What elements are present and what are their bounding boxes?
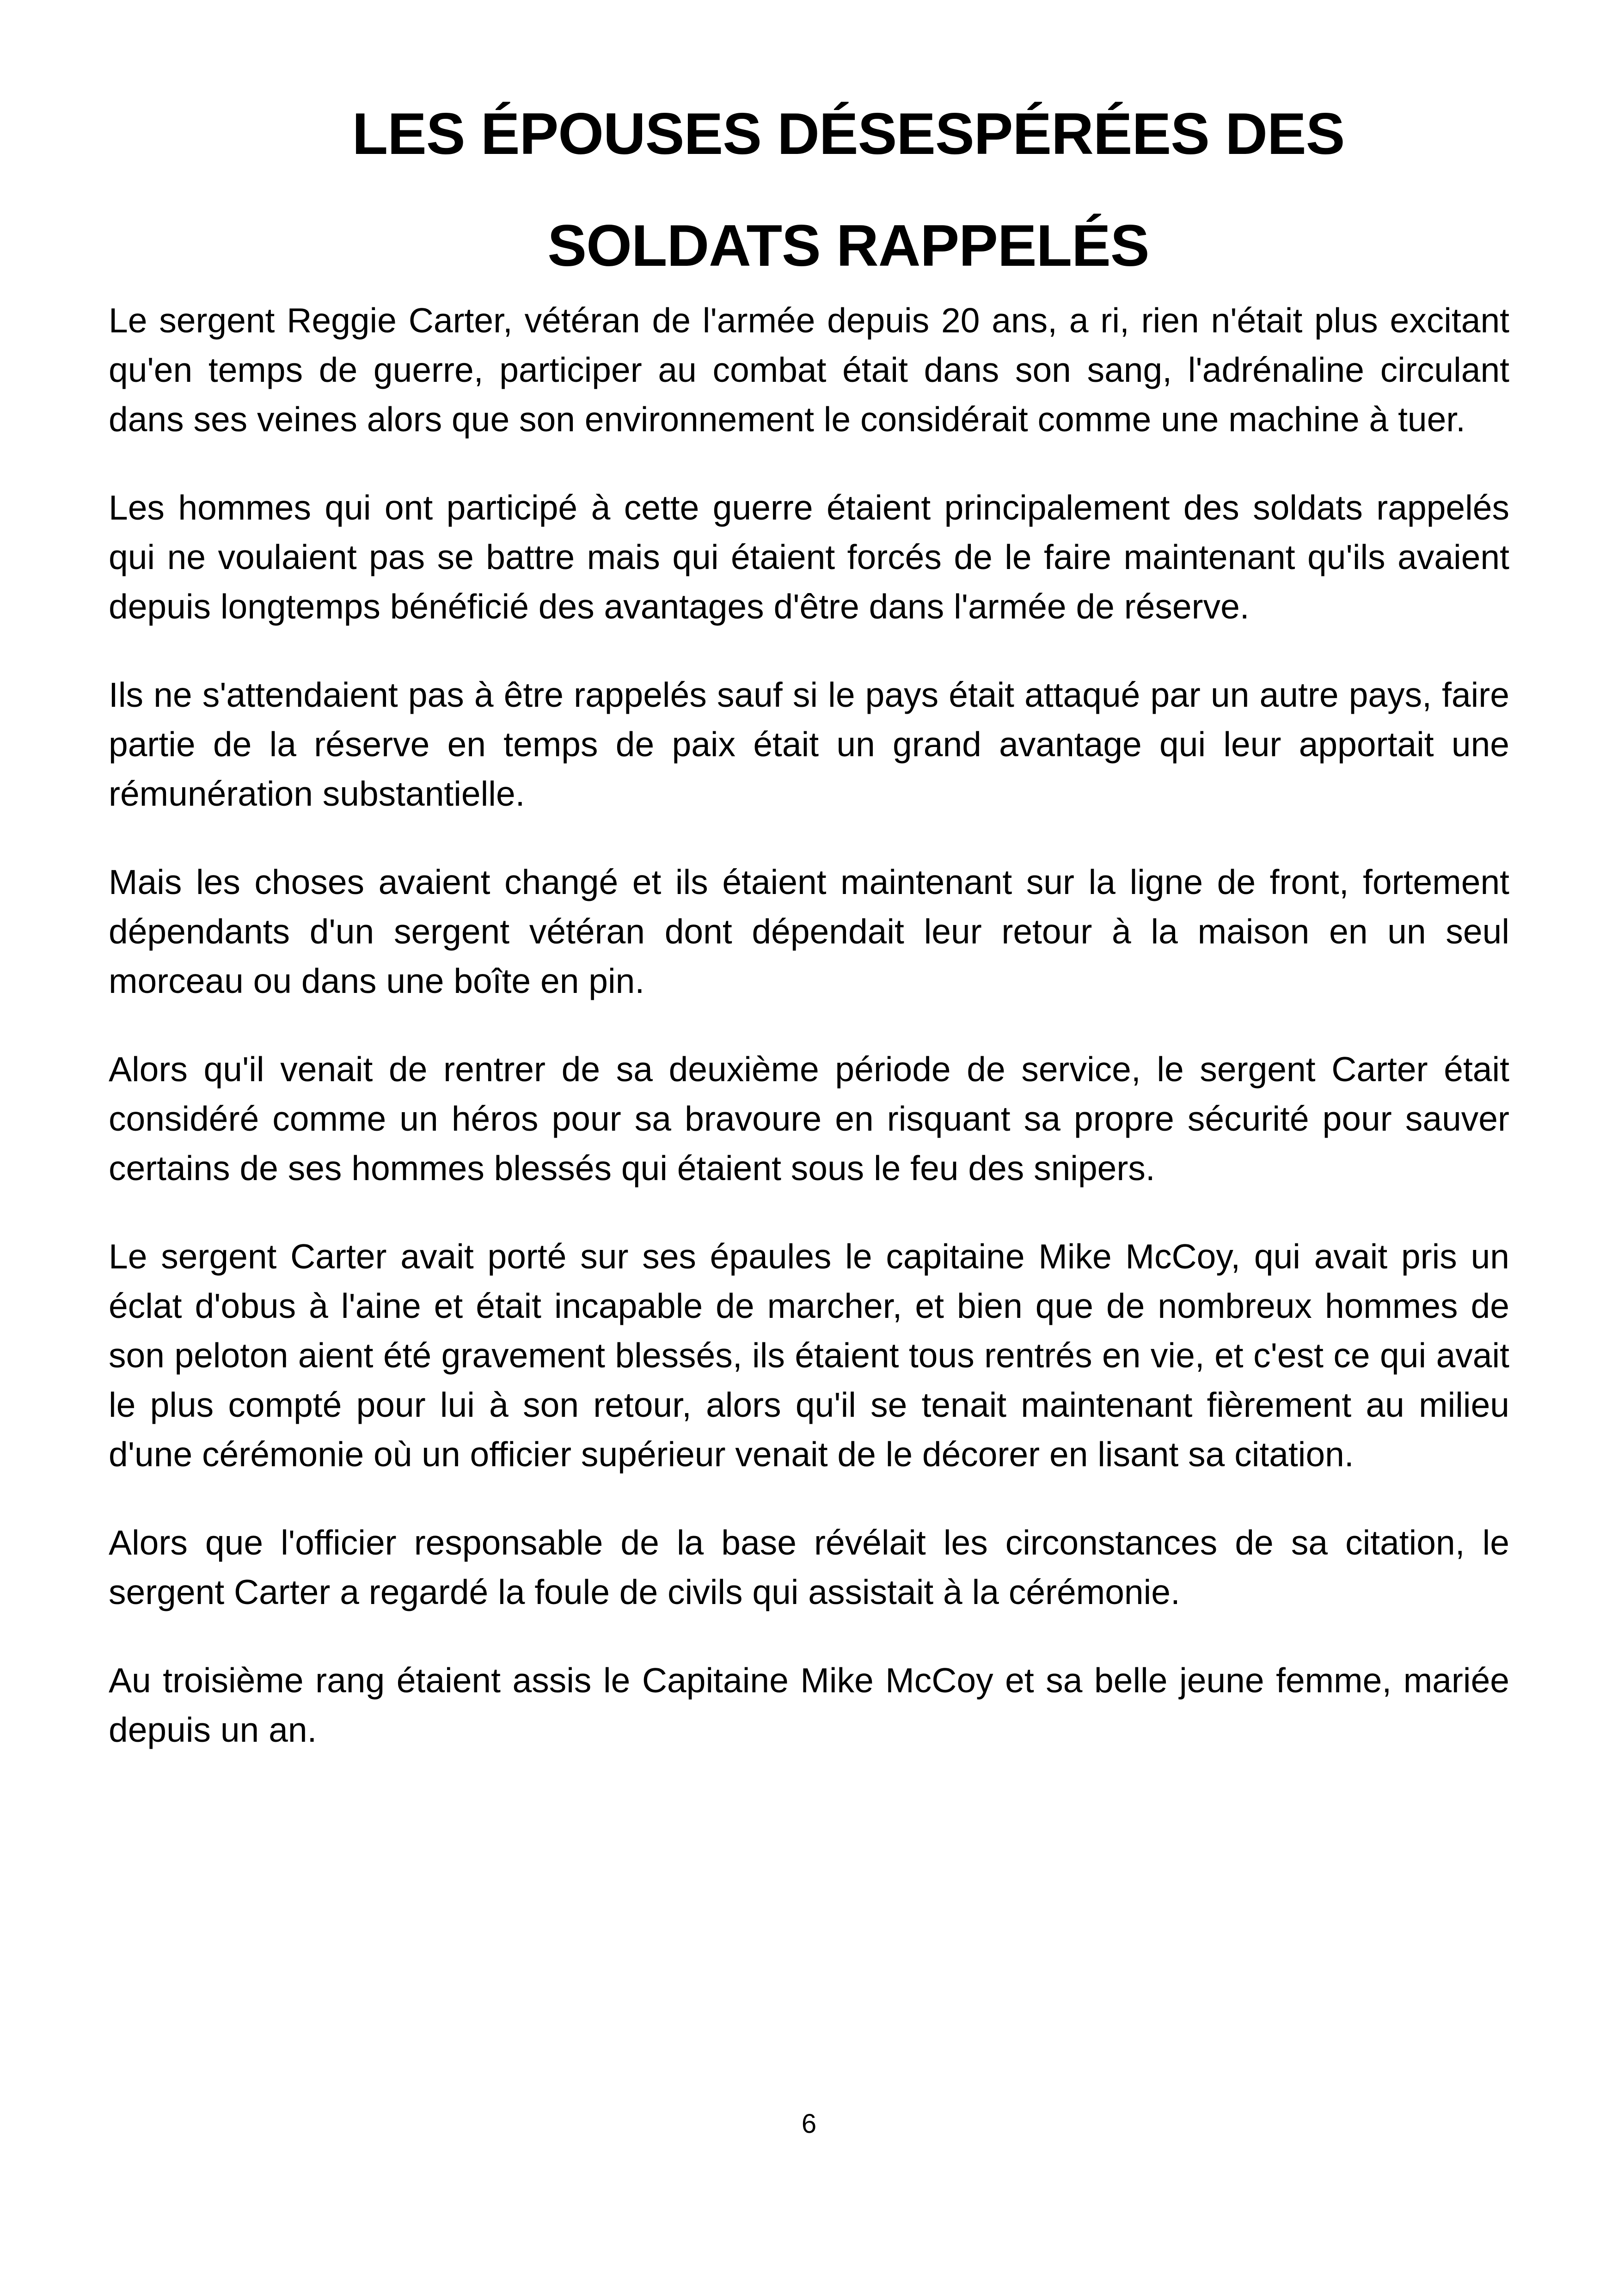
paragraph-8: Au troisième rang étaient assis le Capitaine Mike McCoy et sa belle jeune femme, mariée depuis un an. [109,1661,1509,1749]
page-number: 6 [801,2109,817,2139]
document-title: LES ÉPOUSES DÉSESPÉRÉES DES SOLDATS RAPPELÉS [352,101,1345,278]
paragraph-1: Le sergent Reggie Carter, vétéran de l'armée depuis 20 ans, a ri, rien n'était plus excitant qu'en temps de guerre, participer au combat était dans son sang, l'adrénaline circulant dans ses veines alors que son environnement le considérait comme une machine à tuer. [109,301,1509,439]
paragraph-5: Alors qu'il venait de rentrer de sa deuxième période de service, le sergent Carter était considéré comme un héros pour sa bravoure en risquant sa propre sécurité pour sauver certains de ses hommes blessés qui étaient sous le feu des snipers. [109,1050,1509,1188]
paragraph-7: Alors que l'officier responsable de la base révélait les circonstances de sa citation, le sergent Carter a regardé la foule de civils qui assistait à la cérémonie. [109,1523,1509,1611]
document-body [109,296,1509,1794]
paragraph-6: Le sergent Carter avait porté sur ses épaules le capitaine Mike McCoy, qui avait pris un éclat d'obus à l'aine et était incapable de marcher, et bien que de nombreux hommes de son peloton aient été gravement blessés, ils étaient tous rentrés en vie, et c'est ce qui avait le plus compté pour lui à son retour, alors qu'il se tenait maintenant fièrement au milieu d'une cérémonie où un officier supérieur venait de le décorer en lisant sa citation. [109,1237,1509,1474]
paragraph-4: Mais les choses avaient changé et ils étaient maintenant sur la ligne de front, fortement dépendants d'un sergent vétéran dont dépendait leur retour à la maison en un seul morceau ou dans une boîte en pin. [109,863,1509,1000]
paragraph-3: Ils ne s'attendaient pas à être rappelés sauf si le pays était attaqué par un autre pays, faire partie de la réserve en temps de paix était un grand avantage qui leur apportait une rémunération substantielle. [109,675,1509,813]
paragraph-2: Les hommes qui ont participé à cette guerre étaient principalement des soldats rappelés qui ne voulaient pas se battre mais qui étaient forcés de le faire maintenant qu'ils avaient depuis longtemps bénéficié des avantages d'être dans l'armée de réserve. [109,488,1509,626]
